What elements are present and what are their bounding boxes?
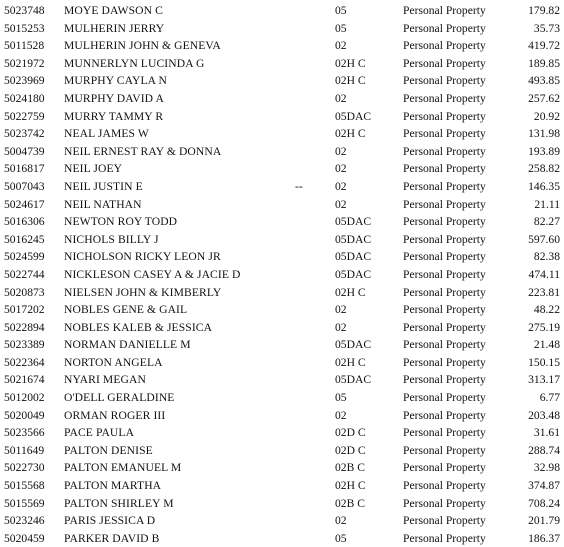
record-row [0,55,564,73]
owner-name: PALTON EMANUEL M [64,461,182,475]
owner-name: PACE PAULA [64,426,135,440]
amount-due: 186.37 [528,531,560,545]
district-code: 02H C [335,56,366,70]
record-row [0,108,564,126]
property-type: Personal Property [403,56,486,70]
amount-due: 493.85 [528,74,560,88]
account-number: 5020459 [4,531,45,545]
account-number: 5022730 [4,461,45,475]
amount-due: 708.24 [528,496,560,510]
account-number: 5007043 [4,179,45,193]
district-code: 02 [335,197,347,211]
owner-name: NEIL JOEY [64,162,123,176]
property-type: Personal Property [403,91,486,105]
district-code: 02 [335,320,347,334]
amount-due: 35.73 [533,21,560,35]
account-number: 5016817 [4,162,45,176]
account-number: 5022759 [4,109,45,123]
record-row [0,407,564,425]
amount-due: 203.48 [528,408,560,422]
amount-due: 82.38 [533,250,560,264]
property-type: Personal Property [403,250,486,264]
property-type: Personal Property [403,514,486,528]
district-code: 05DAC [335,215,372,229]
record-row [0,2,564,20]
owner-name: NEIL JUSTIN E [64,179,143,193]
owner-name: ORMAN ROGER III [64,408,166,422]
record-row [0,248,564,266]
account-number: 5024180 [4,91,45,105]
owner-name: MOYE DAWSON C [64,4,163,17]
record-row [0,231,564,249]
property-type: Personal Property [403,391,486,405]
record-row [0,495,564,513]
district-code: 05DAC [335,232,372,246]
property-type: Personal Property [403,21,486,35]
amount-due: 150.15 [528,355,560,369]
amount-due: 597.60 [528,232,560,246]
account-number: 5022364 [4,355,45,369]
owner-name: NORMAN DANIELLE M [64,338,191,352]
record-row [0,301,564,319]
amount-due: 313.17 [528,373,560,387]
district-code: 02D C [335,443,366,457]
record-row [0,512,564,530]
owner-name: NEWTON ROY TODD [64,215,178,229]
account-number: 5015569 [4,496,45,510]
record-row [0,319,564,337]
property-type: Personal Property [403,197,486,211]
account-number: 5020049 [4,408,45,422]
account-number: 5022744 [4,267,45,281]
account-number: 5024617 [4,197,45,211]
property-type: Personal Property [403,144,486,158]
account-number: 5015568 [4,479,45,493]
property-type: Personal Property [403,127,486,141]
record-row [0,20,564,38]
account-number: 5023742 [4,127,45,141]
amount-due: 21.48 [533,338,560,352]
record-row [0,354,564,372]
owner-name: MUNNERLYN LUCINDA G [64,56,205,70]
account-number: 5011528 [4,39,45,53]
property-type: Personal Property [403,215,486,229]
amount-due: 6.77 [539,391,560,405]
district-code: 05 [335,21,347,35]
amount-due: 31.61 [533,426,560,440]
amount-due: 193.89 [528,144,560,158]
owner-name: NICKLESON CASEY A & JACIE D [64,267,241,281]
property-type: Personal Property [403,479,486,493]
owner-name: O'DELL GERALDINE [64,391,175,405]
property-type: Personal Property [403,179,486,193]
district-code: 02 [335,408,347,422]
account-number: 5024599 [4,250,45,264]
amount-due: 257.62 [528,91,560,105]
amount-due: 32.98 [533,461,560,475]
record-row [0,178,564,196]
owner-name: NYARI MEGAN [64,373,146,387]
district-code: 05DAC [335,267,372,281]
property-type: Personal Property [403,496,486,510]
owner-name: NORTON ANGELA [64,355,163,369]
amount-due: 419.72 [528,39,560,53]
property-type: Personal Property [403,338,486,352]
district-code: 02 [335,179,347,193]
owner-name: NICHOLS BILLY J [64,232,159,246]
district-code: 02 [335,514,347,528]
account-number: 5012002 [4,391,45,405]
property-type: Personal Property [403,373,486,387]
record-row [0,90,564,108]
tax-record-list [0,2,564,547]
owner-name: NEIL NATHAN [64,197,142,211]
account-number: 5020873 [4,285,45,299]
owner-name: PARIS JESSICA D [64,514,156,528]
record-row [0,266,564,284]
amount-due: 189.85 [528,56,560,70]
account-number: 5021972 [4,56,45,70]
district-code: 02 [335,91,347,105]
district-code: 05 [335,4,347,17]
record-row [0,389,564,407]
district-code: 02B C [335,461,365,475]
district-code: 02D C [335,426,366,440]
owner-name: MURRY TAMMY R [64,109,164,123]
owner-name: MULHERIN JOHN & GENEVA [64,39,221,53]
owner-name: PARKER DAVID B [64,531,160,545]
amount-due: 179.82 [528,4,560,17]
district-code: 05DAC [335,109,372,123]
account-number: 5023969 [4,74,45,88]
record-row [0,442,564,460]
record-row [0,160,564,178]
account-number: 5016306 [4,215,45,229]
property-type: Personal Property [403,303,486,317]
owner-name: PALTON DENISE [64,443,153,457]
district-code: 02B C [335,496,365,510]
account-number: 5023389 [4,338,45,352]
account-number: 5004739 [4,144,45,158]
property-type: Personal Property [403,267,486,281]
record-row [0,143,564,161]
district-code: 05DAC [335,250,372,264]
property-type: Personal Property [403,285,486,299]
district-code: 02H C [335,479,366,493]
district-code: 05DAC [335,338,372,352]
amount-due: 20.92 [533,109,560,123]
amount-due: 146.35 [528,179,560,193]
property-type: Personal Property [403,162,486,176]
account-number: 5016245 [4,232,45,246]
amount-due: 474.11 [528,267,560,281]
district-code: 05DAC [335,373,372,387]
account-number: 5011649 [4,443,45,457]
district-code: 02 [335,303,347,317]
amount-due: 258.82 [528,162,560,176]
record-row [0,37,564,55]
account-number: 5022894 [4,320,45,334]
amount-due: 374.87 [528,479,560,493]
property-type: Personal Property [403,531,486,545]
amount-due: 48.22 [533,303,560,317]
district-code: 02 [335,39,347,53]
property-type: Personal Property [403,74,486,88]
record-row [0,424,564,442]
owner-name: NOBLES KALEB & JESSICA [64,320,213,334]
property-type: Personal Property [403,355,486,369]
property-type: Personal Property [403,461,486,475]
record-row [0,284,564,302]
account-number: 5023566 [4,426,45,440]
record-row [0,125,564,143]
owner-name: NIELSEN JOHN & KIMBERLY [64,285,222,299]
district-code: 05 [335,531,347,545]
record-row [0,72,564,90]
property-type: Personal Property [403,232,486,246]
record-row [0,213,564,231]
owner-name: PALTON SHIRLEY M [64,496,174,510]
record-row [0,371,564,389]
amount-due: 275.19 [528,320,560,334]
owner-name: MULHERIN JERRY [64,21,165,35]
amount-due: 82.27 [533,215,560,229]
record-row [0,336,564,354]
owner-name: MURPHY CAYLA N [64,74,167,88]
owner-name: PALTON MARTHA [64,479,162,493]
owner-name: NEAL JAMES W [64,127,149,141]
amount-due: 201.79 [528,514,560,528]
district-code: 02H C [335,285,366,299]
account-number: 5017202 [4,303,45,317]
owner-name: NEIL ERNEST RAY & DONNA [64,144,222,158]
district-code: 02H C [335,74,366,88]
record-row [0,477,564,495]
amount-due: 21.11 [534,197,560,211]
property-type: Personal Property [403,408,486,422]
property-type: Personal Property [403,443,486,457]
owner-name: NOBLES GENE & GAIL [64,303,188,317]
amount-due: 288.74 [528,443,560,457]
property-type: Personal Property [403,109,486,123]
account-number: 5023246 [4,514,45,528]
record-row [0,196,564,214]
district-code: 02H C [335,127,366,141]
property-type: Personal Property [403,426,486,440]
account-number: 5021674 [4,373,45,387]
district-code: 02 [335,144,347,158]
district-code: 02 [335,162,347,176]
owner-name: MURPHY DAVID A [64,91,164,105]
record-row [0,459,564,477]
account-number: 5023748 [4,4,45,17]
property-type: Personal Property [403,39,486,53]
district-code: 05 [335,391,347,405]
account-number: 5015253 [4,21,45,35]
property-type: Personal Property [403,320,486,334]
property-type: Personal Property [403,4,486,17]
district-code: 02H C [335,355,366,369]
owner-name: NICHOLSON RICKY LEON JR [64,250,221,264]
amount-due: 131.98 [528,127,560,141]
record-row [0,530,564,547]
row-mark: -- [295,179,303,193]
amount-due: 223.81 [528,285,560,299]
